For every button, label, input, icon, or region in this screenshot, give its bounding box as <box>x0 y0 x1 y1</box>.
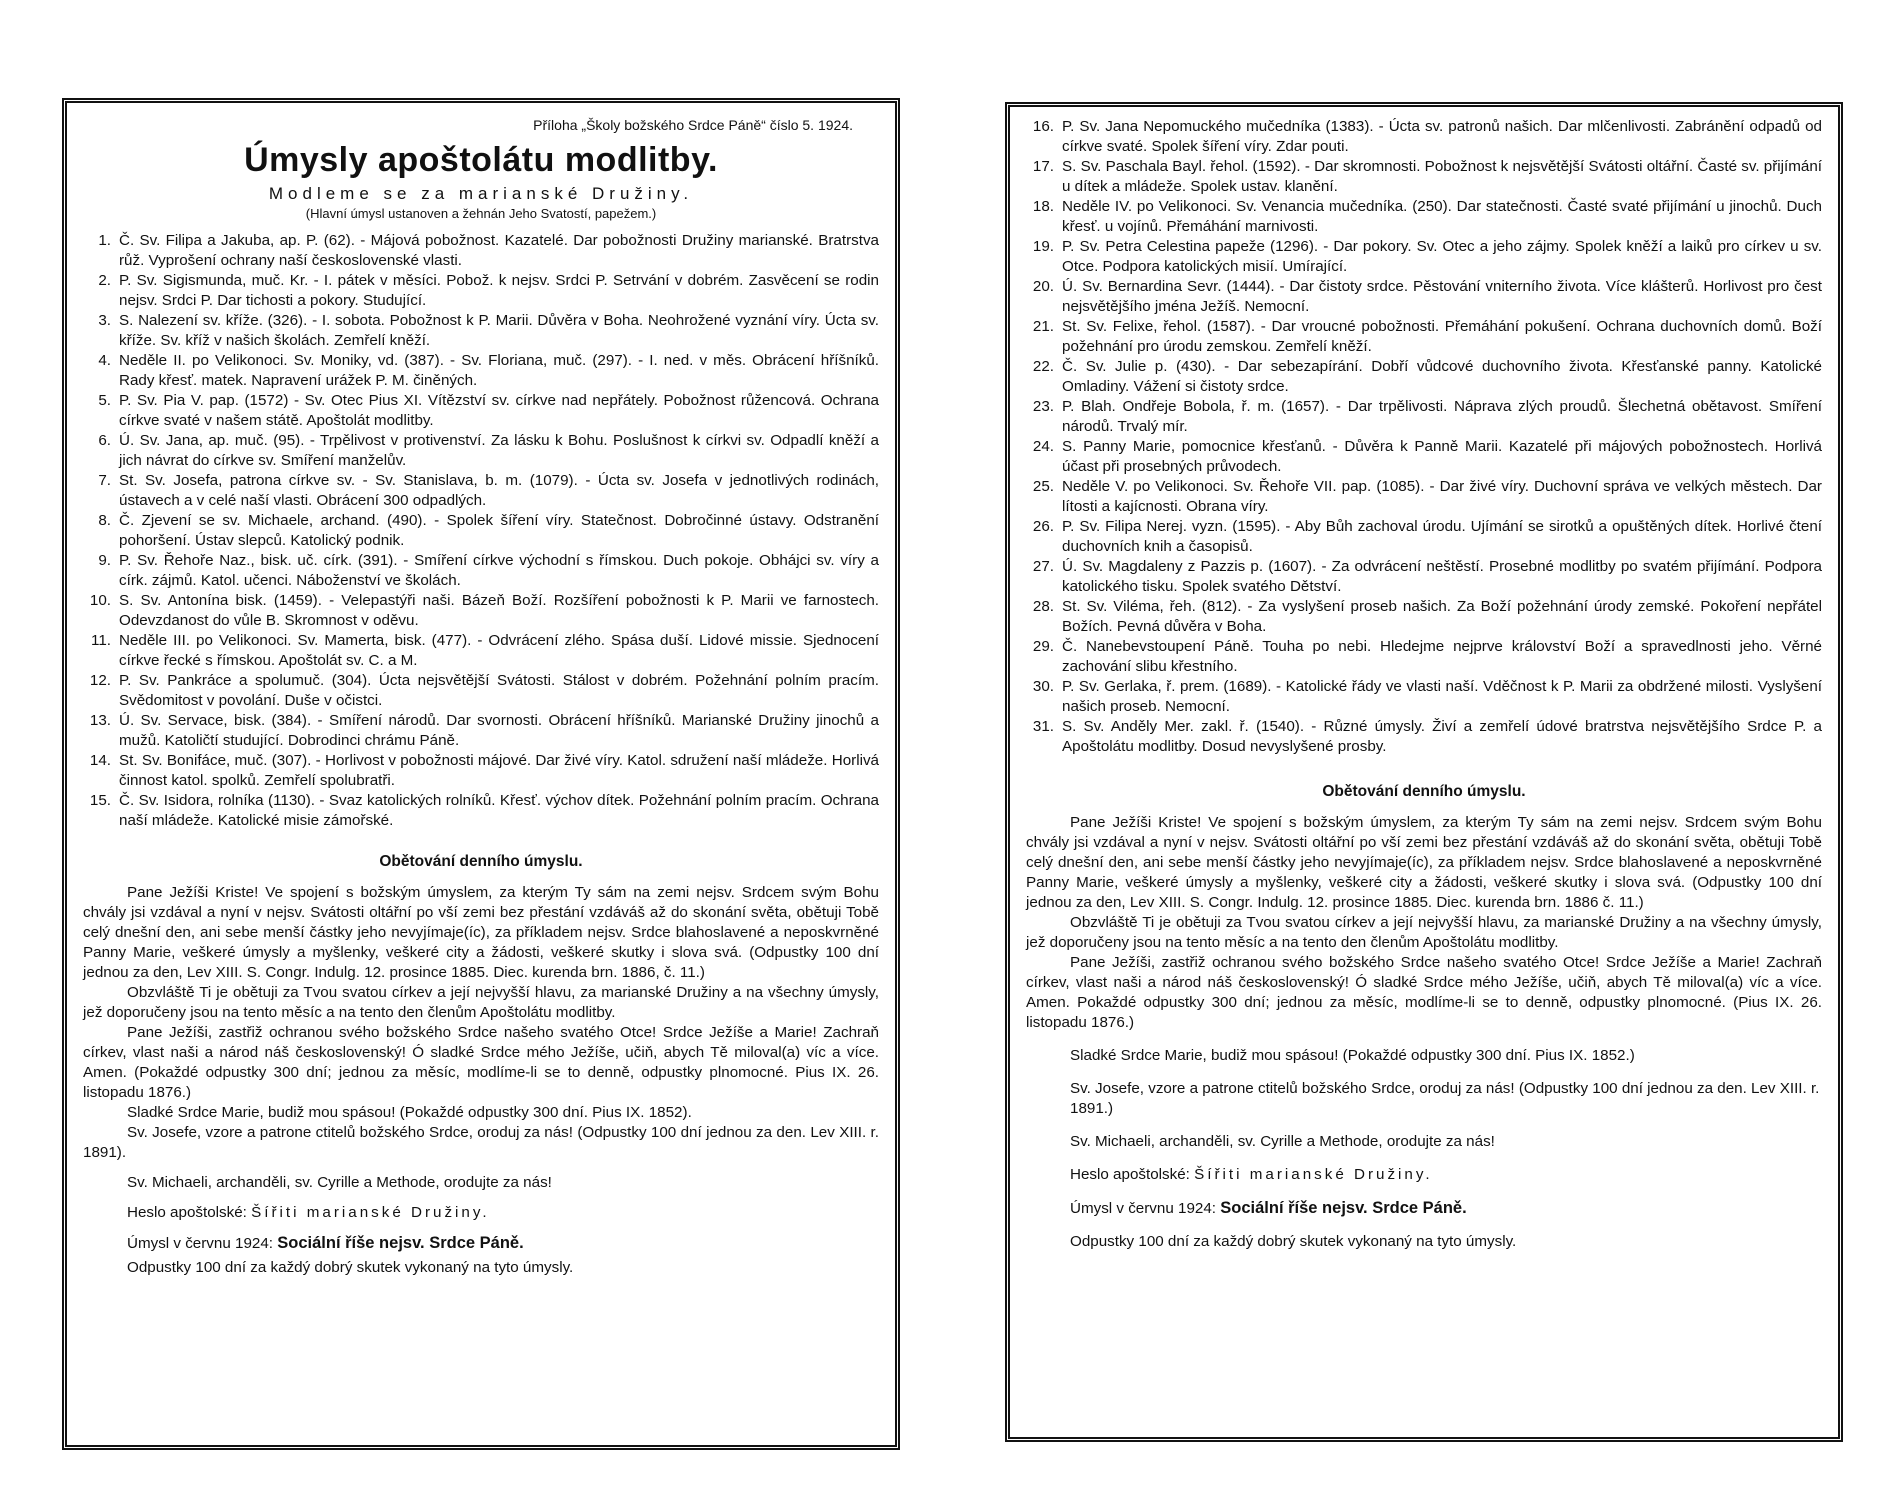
entry-day-number: 19. <box>1032 238 1054 255</box>
prayer-paragraph: Pane Ježíši Kriste! Ve spojení s božským úmyslem, za kterým Ty sám na zemi nejsv. Srdcem svým Bohu chvály jsi vzdával a nyní v nejsv. Svátosti oltářní po vší zemi bez přestání vzdáváš až do skonání světa, obětuji Tobě celý dnešní den, ani sebe menší částky jeho nevyjímaje(íc), za příkladem nejsv. Srdce blahoslavené a neposkvrněné Panny Marie, veškeré úmysly a myšlenky, veškeré city a žádosti, veškeré skutky i slova svá. (Odpustky 100 dní jednou za den, Lev XIII. S. Congr. Indulg. 12. prosince 1885. Diec. kurenda brn. 1886, č. 11.) <box>83 884 879 981</box>
intention-entry <box>1026 197 1822 237</box>
invocation: Sv. Michaeli, archanděli, sv. Cyrille a Methode, orodujte za nás! <box>127 1174 552 1191</box>
entry-day-number: 25. <box>1032 478 1054 495</box>
intention-entry <box>1026 437 1822 477</box>
entry-day-number: 10. <box>89 592 111 609</box>
entry-day-number: 20. <box>1032 278 1054 295</box>
entry-day-number: 2. <box>98 272 111 289</box>
intention-entry <box>83 271 879 311</box>
month-intent: Sociální říše nejsv. Srdce Páně. <box>277 1234 524 1252</box>
page-subtitle: Modleme se za marianské Družiny. <box>268 184 694 203</box>
entry-day-number: 7. <box>98 472 111 489</box>
intention-entry <box>83 791 879 831</box>
intention-entry <box>83 471 879 511</box>
intention-entry <box>1026 237 1822 277</box>
entry-text: S. Nalezení sv. kříže. (326). - I. sobota. Pobožnost k P. Marii. Důvěra v Boha. Neohrožené vyznání víry. Úcta sv. kříže. Sv. kříž v našich školách. Zemřelí kněží. <box>119 312 879 349</box>
entry-text: Neděle II. po Velikonoci. Sv. Moniky, vd. (387). - Sv. Floriana, muč. (297). - I. ned. v měs. Obrácení hříšníků. Rady křesť. matek. Napravení urážek P. M. činěných. <box>119 352 879 389</box>
entry-text: P. Sv. Jana Nepomuckého mučedníka (1383). - Úcta sv. patronů našich. Dar mlčenlivosti. Zabránění odpadů od církve svaté. Spolek šíření víry. Zdar pouti. <box>1062 118 1822 155</box>
indulgence-note: Odpustky 100 dní za každý dobrý skutek vykonaný na tyto úmysly. <box>127 1259 574 1276</box>
entry-day-number: 30. <box>1032 678 1054 695</box>
intention-entry <box>1026 637 1822 677</box>
prayer-paragraph: Sladké Srdce Marie, budiž mou spásou! (Pokaždé odpustky 300 dní. Pius IX. 1852). <box>127 1104 692 1121</box>
right-page <box>1005 102 1843 1442</box>
entry-text: Č. Zjevení se sv. Michaele, archand. (490). - Spolek šíření víry. Statečnost. Dobročinné ústavy. Odstranění pohoršení. Ústav slepců. Katolický podnik. <box>119 512 879 549</box>
entry-day-number: 13. <box>89 712 111 729</box>
intention-entry <box>1026 717 1822 757</box>
entry-text: Ú. Sv. Bernardina Sevr. (1444). - Dar čistoty srdce. Pěstování vniterního života. Více klášterů. Horlivost pro čest nejsvětějšího jména Ježíš. Nemocní. <box>1062 278 1822 315</box>
entry-text: St. Sv. Josefa, patrona církve sv. - Sv. Stanislava, b. m. (1079). - Úcta sv. Josefa v jednotlivých rodinách, ústavech a v celé naší vlasti. Obrácení 300 odpadlých. <box>119 472 879 509</box>
prayer-block <box>83 883 879 1163</box>
marian-invocation: Sladké Srdce Marie, budiž mou spásou! (Pokaždé odpustky 300 dní. Pius IX. 1852.) <box>1070 1047 1635 1064</box>
entry-text: P. Sv. Gerlaka, ř. prem. (1689). - Katolické řády ve vlasti naší. Vděčnost k P. Marii za obdržené milosti. Vyslyšení našich proseb. Nemocní. <box>1062 678 1822 715</box>
month-label: Úmysl v červnu 1924: <box>127 1235 274 1252</box>
motto-line <box>1026 1165 1822 1185</box>
supplement-note: Příloha „Školy božského Srdce Páně“ číslo 5. 1924. <box>533 117 853 133</box>
intention-entry <box>1026 677 1822 717</box>
intention-entry <box>83 751 879 791</box>
motto: Šířiti marianské Družiny. <box>1194 1166 1433 1183</box>
entry-text: Č. Nanebevstoupení Páně. Touha po nebi. Hledejme nejprve království Boží a spravedlnosti jeho. Věrné zachování slibu křestního. <box>1062 638 1822 675</box>
intention-entry <box>1026 557 1822 597</box>
intention-entry <box>83 311 879 351</box>
motto: Šířiti marianské Družiny. <box>251 1204 490 1221</box>
motto-line <box>83 1203 879 1223</box>
intentions-list-right <box>1026 117 1822 757</box>
entry-text: S. Sv. Antonína bisk. (1459). - Velepastýři naši. Bázeň Boží. Rozšíření pobožnosti k P. Marii ve farnostech. Odevzdanost do vůle B. Skromnost v oděvu. <box>119 592 879 629</box>
entry-day-number: 24. <box>1032 438 1054 455</box>
entry-day-number: 18. <box>1032 198 1054 215</box>
intention-entry <box>83 671 879 711</box>
entry-text: Neděle V. po Velikonoci. Sv. Řehoře VII. pap. (1085). - Dar živé víry. Duchovní správa ve velkých městech. Dar lítosti a kajícnosti. Obrana víry. <box>1062 478 1822 515</box>
closing-block <box>83 1173 879 1278</box>
entry-text: S. Sv. Anděly Mer. zakl. ř. (1540). - Různé úmysly. Živí a zemřelí údové bratrstva nejsvětějšího Srdce P. a Apoštolátu modlitby. Dosud nevyslyšené prosby. <box>1062 718 1822 755</box>
intention-entry <box>1026 117 1822 157</box>
entry-day-number: 21. <box>1032 318 1054 335</box>
entry-text: P. Blah. Ondřeje Bobola, ř. m. (1657). - Dar trpělivosti. Náprava zlých proudů. Šlechetná obětavost. Smíření národů. Trvalý mír. <box>1062 398 1822 435</box>
entry-day-number: 31. <box>1032 718 1054 735</box>
prayer-paragraph: Obzvláště Ti je obětuji za Tvou svatou církev a její nejvyšší hlavu, za marianské Družiny a na všechny úmysly, jež doporučeny jsou na tento měsíc a na tento den členům Apoštolátu modlitby. <box>1026 914 1822 951</box>
left-page-content <box>83 113 879 1435</box>
intention-entry <box>1026 397 1822 437</box>
entry-day-number: 1. <box>98 232 111 249</box>
entry-text: St. Sv. Felixe, řehol. (1587). - Dar vroucné pobožnosti. Přemáhání pokušení. Ochrana duchovních domů. Boží požehnání pro úrodu zemskou. Zemřelí kněží. <box>1062 318 1822 355</box>
motto-label: Heslo apoštolské: <box>1070 1166 1190 1183</box>
entry-day-number: 9. <box>98 552 111 569</box>
entry-day-number: 29. <box>1032 638 1054 655</box>
entry-text: Č. Sv. Isidora, rolníka (1130). - Svaz katolických rolníků. Křesť. výchov dítek. Požehnání polním pracím. Ochrana naší mládeže. Katolické misie zámořské. <box>119 792 879 829</box>
entry-day-number: 8. <box>98 512 111 529</box>
intention-entry <box>83 591 879 631</box>
entry-text: P. Sv. Pankráce a spolumuč. (304). Úcta nejsvětější Svátosti. Stálost v dobrém. Požehnání polním pracím. Svědomitost v povolání. Duše v očistci. <box>119 672 879 709</box>
prayer-paragraph: Obzvláště Ti je obětuji za Tvou svatou církev a její nejvyšší hlavu, za marianské Družiny a na všechny úmysly, jež doporučeny jsou na tento měsíc a na tento den členům Apoštolátu modlitby. <box>83 984 879 1021</box>
entry-text: Ú. Sv. Jana, ap. muč. (95). - Trpělivost v protivenství. Za lásku k Bohu. Poslušnost k církvi sv. Odpadlí kněží a jich návrat do církve sv. Smíření manželův. <box>119 432 879 469</box>
intention-entry <box>1026 477 1822 517</box>
page-title: Úmysly apoštolátu modlitby. <box>244 141 718 179</box>
intention-entry <box>83 431 879 471</box>
entry-day-number: 3. <box>98 312 111 329</box>
prayer-block <box>1026 813 1822 1033</box>
left-page <box>62 98 900 1450</box>
indulgence-note: Odpustky 100 dní za každý dobrý skutek vykonaný na tyto úmysly. <box>1070 1233 1517 1250</box>
motto-label: Heslo apoštolské: <box>127 1204 247 1221</box>
entry-day-number: 15. <box>89 792 111 809</box>
entry-text: P. Sv. Petra Celestina papeže (1296). - Dar pokory. Sv. Otec a jeho zájmy. Spolek kněží a laiků pro církev u sv. Otce. Podpora katolických misií. Umírající. <box>1062 238 1822 275</box>
entry-text: St. Sv. Bonifáce, muč. (307). - Horlivost v pobožnosti májové. Dar živé víry. Katol. sdružení naší mládeže. Horlivá činnost katol. spolků. Zemřelí spolubratři. <box>119 752 879 789</box>
entry-day-number: 22. <box>1032 358 1054 375</box>
entry-day-number: 28. <box>1032 598 1054 615</box>
intention-entry <box>83 631 879 671</box>
entry-text: P. Sv. Řehoře Naz., bisk. uč. círk. (391). - Smíření církve východní s římskou. Duch pokoje. Obhájci sv. víry a círk. zájmů. Katol. učenci. Náboženství ve školách. <box>119 552 879 589</box>
section-title: Obětování denního úmyslu. <box>1322 783 1526 800</box>
joseph-invocation: Sv. Josefe, vzore a patrone ctitelů božského Srdce, oroduj za nás! (Odpustky 100 dní jednou za den. Lev XIII. r. 1891.) <box>1070 1080 1820 1117</box>
entry-text: S. Sv. Paschala Bayl. řehol. (1592). - Dar skromnosti. Pobožnost k nejsvětější Svátosti oltářní. Časté sv. přijímání u dítek a mládeže. Spolek ustav. klanění. <box>1062 158 1822 195</box>
prayer-paragraph: Pane Ježíši Kriste! Ve spojení s božským úmyslem, za kterým Ty sám na zemi nejsv. Srdcem svým Bohu chvály jsi vzdával a nyní v nejsv. Svátosti oltářní po vší zemi bez přestání vzdáváš až do skonání světa, obětuji Tobě celý dnešní den, ani sebe menší částky jeho nevyjímaje(íc), za příkladem nejsv. Srdce blahoslavené a neposkvrněné Panny Marie, veškeré úmysly a myšlenky, veškeré city a žádosti, veškeré skutky i slova svá. (Odpustky 100 dní jednou za den, Lev XIII. S. Congr. Indulg. 12. prosince 1885. Diec. kurenda brn. 1886 č. 11.) <box>1026 814 1822 911</box>
prayer-paragraph: Pane Ježíši, zastřiž ochranou svého božského Srdce našeho svatého Otce! Srdce Ježíše a Marie! Zachraň církev, vlast naši a národ náš československý! Ó sladké Srdce mého Ježíše, učiň, abych Tě miloval(a) víc a více. Amen. Pokaždé odpustky 300 dní; jednou za měsíc, modlíme-li se to denně, odpustky plnomocné. (Pius IX. 26. listopadu 1876.) <box>1026 954 1822 1031</box>
entry-day-number: 16. <box>1032 118 1054 135</box>
month-intent-line <box>83 1233 879 1254</box>
intention-entry <box>1026 597 1822 637</box>
entry-text: P. Sv. Filipa Nerej. vyzn. (1595). - Aby Bůh zachoval úrodu. Ujímání se sirotků a opuštěných dítek. Horlivé čtení duchovních knih a časopisů. <box>1062 518 1822 555</box>
entry-day-number: 11. <box>91 632 111 649</box>
entry-day-number: 14. <box>89 752 111 769</box>
section-title: Obětování denního úmyslu. <box>379 853 583 870</box>
entry-text: Neděle III. po Velikonoci. Sv. Mamerta, bisk. (477). - Odvrácení zlého. Spása duší. Lidové missie. Sjednocení církve řecké s římskou. Apoštolát sv. C. a M. <box>119 632 879 669</box>
intention-entry <box>83 391 879 431</box>
prayer-paragraph: Sv. Josefe, vzore a patrone ctitelů božského Srdce, oroduj za nás! (Odpustky 100 dní jednou za den. Lev XIII. r. 1891). <box>83 1124 879 1161</box>
entry-day-number: 4. <box>98 352 111 369</box>
intention-entry <box>1026 517 1822 557</box>
entry-text: Neděle IV. po Velikonoci. Sv. Venancia mučedníka. (250). Dar statečnosti. Časté svaté přijímání u jinochů. Duch křesť. u vojínů. Přemáhání marnivosti. <box>1062 198 1822 235</box>
invocation: Sv. Michaeli, archanděli, sv. Cyrille a Methode, orodujte za nás! <box>1070 1133 1495 1150</box>
entry-day-number: 23. <box>1032 398 1054 415</box>
entry-day-number: 12. <box>89 672 111 689</box>
entry-day-number: 6. <box>98 432 111 449</box>
month-label: Úmysl v červnu 1924: <box>1070 1200 1217 1217</box>
intention-entry <box>83 511 879 551</box>
entry-day-number: 27. <box>1032 558 1054 575</box>
intention-entry <box>1026 157 1822 197</box>
entry-text: Ú. Sv. Magdaleny z Pazzis p. (1607). - Za odvrácení neštěstí. Prosebné modlitby po svatém přijímání. Podpora katolického tisku. Spolek svatého Dětství. <box>1062 558 1822 595</box>
entry-text: Č. Sv. Julie p. (430). - Dar sebezapírání. Dobří vůdcové duchovního života. Křesťanské panny. Katolické Omladiny. Vážení si čistoty srdce. <box>1062 358 1822 395</box>
closing-block <box>1026 1046 1822 1252</box>
right-page-content <box>1026 117 1822 1427</box>
intention-entry <box>83 711 879 751</box>
intention-entry <box>1026 277 1822 317</box>
month-intent-line <box>1026 1198 1822 1219</box>
entry-day-number: 26. <box>1032 518 1054 535</box>
intention-entry <box>1026 317 1822 357</box>
entry-text: Ú. Sv. Servace, bisk. (384). - Smíření národů. Dar svornosti. Obrácení hříšníků. Marianské Družiny jinochů a mužů. Katoličtí studující. Dobrodinci chrámu Páně. <box>119 712 879 749</box>
main-intent-note: (Hlavní úmysl ustanoven a žehnán Jeho Svatostí, papežem.) <box>305 206 657 221</box>
entry-text: Č. Sv. Filipa a Jakuba, ap. P. (62). - Májová pobožnost. Kazatelé. Dar pobožnosti Družiny marianské. Bratrstva růž. Vyprošení ochrany naší československé vlasti. <box>119 232 879 269</box>
intention-entry <box>1026 357 1822 397</box>
intention-entry <box>83 551 879 591</box>
month-intent: Sociální říše nejsv. Srdce Páně. <box>1220 1199 1467 1217</box>
entry-text: P. Sv. Sigismunda, muč. Kr. - I. pátek v měsíci. Pobož. k nejsv. Srdci P. Setrvání v dobrém. Zasvěcení se rodin nejsv. Srdci P. Dar tichosti a pokory. Studující. <box>119 272 879 309</box>
entry-day-number: 5. <box>98 392 111 409</box>
entry-text: P. Sv. Pia V. pap. (1572) - Sv. Otec Pius XI. Vítězství sv. církve nad nepřátely. Pobožnost růžencová. Ochrana církve svaté v našem státě. Apoštolát modlitby. <box>119 392 879 429</box>
entry-day-number: 17. <box>1032 158 1054 175</box>
intentions-list-left <box>83 231 879 831</box>
entry-text: S. Panny Marie, pomocnice křesťanů. - Důvěra k Panně Marii. Kazatelé při májových pobožnostech. Horlivá účast při prosebných průvodech. <box>1062 438 1822 475</box>
prayer-paragraph: Pane Ježíši, zastřiž ochranou svého božského Srdce našeho svatého Otce! Srdce Ježíše a Marie! Zachraň církev, vlast naši a národ náš československý! Ó sladké Srdce mého Ježíše, učiň, abych Tě miloval(a) víc a více. Amen. (Pokaždé odpustky 300 dní; jednou za měsíc, modlíme-li se to denně, odpustky plnomocné. Pius IX. 26. listopadu 1876.) <box>83 1024 879 1101</box>
intention-entry <box>83 231 879 271</box>
intention-entry <box>83 351 879 391</box>
entry-text: St. Sv. Viléma, řeh. (812). - Za vyslyšení proseb našich. Za Boží požehnání úrody zemské. Pokoření nepřátel Božích. Pevná důvěra v Boha. <box>1062 598 1822 635</box>
